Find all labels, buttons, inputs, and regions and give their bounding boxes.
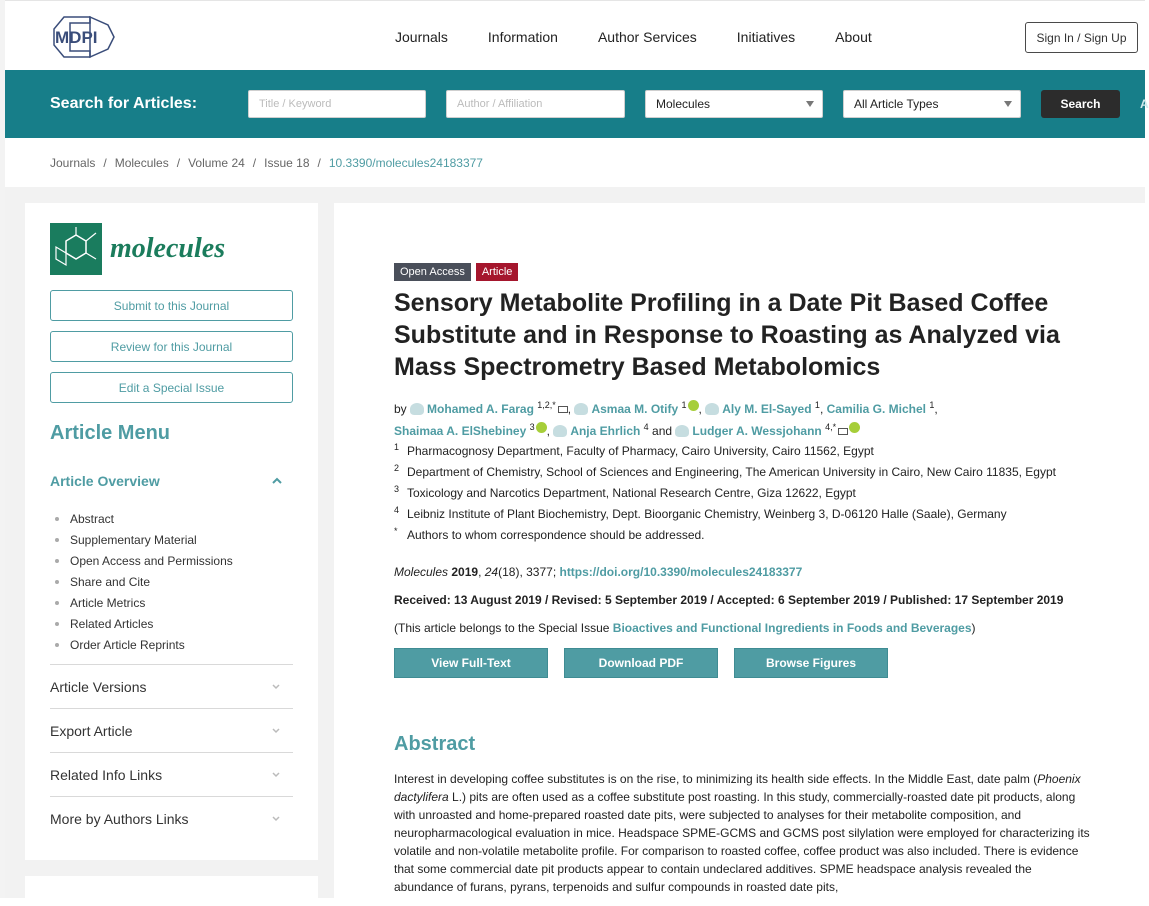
view-full-text-button[interactable]: View Full-Text	[394, 648, 548, 678]
affiliation-item: 4 Leibniz Institute of Plant Biochemistry, Dept. Bioorganic Chemistry, Weinberg 3, D-06120 Halle (Saale), Germany	[394, 505, 1007, 521]
breadcrumb-doi[interactable]: 10.3390/molecules24183377	[328, 156, 483, 170]
article-sidebar	[25, 203, 318, 860]
chevron-down-icon	[1004, 101, 1012, 107]
article-type-value: All Article Types	[854, 97, 939, 111]
journal-logo[interactable]	[50, 223, 225, 275]
affiliations	[394, 444, 1056, 549]
article-type-select[interactable]	[843, 90, 1021, 118]
chevron-down-icon	[806, 101, 814, 107]
breadcrumb-volume[interactable]: Volume 24	[188, 156, 245, 170]
author-icon	[410, 403, 424, 415]
main-nav	[395, 29, 912, 45]
chevron-up-icon[interactable]	[271, 475, 283, 487]
sign-in-button[interactable]: Sign In / Sign Up	[1025, 22, 1138, 53]
article-type-badge: Article	[476, 263, 519, 281]
sidebar-secondary-panel	[25, 876, 318, 906]
correspondence-note: * Authors to whom correspondence should be addressed.	[394, 526, 705, 542]
search-bar	[5, 70, 1149, 138]
overview-item-related[interactable]: Related Articles	[55, 613, 233, 634]
chevron-down-icon	[271, 814, 281, 824]
author-icon	[574, 403, 588, 415]
overview-item-supplementary[interactable]: Supplementary Material	[55, 529, 233, 550]
review-for-journal-button[interactable]: Review for this Journal	[50, 331, 293, 362]
chevron-down-icon	[271, 726, 281, 736]
publication-dates: Received: 13 August 2019 / Revised: 5 September 2019 / Accepted: 6 September 2019 / Published: 17 September 2019	[394, 593, 1064, 607]
affiliation-item: 3 Toxicology and Narcotics Department, National Research Centre, Giza 12622, Egypt	[394, 484, 856, 500]
nav-initiatives[interactable]: Initiatives	[736, 29, 796, 45]
download-pdf-button[interactable]: Download PDF	[564, 648, 718, 678]
svg-text:MDPI: MDPI	[55, 28, 98, 47]
overview-list	[55, 508, 233, 655]
special-issue-note: (This article belongs to the Special Issue Bioactives and Functional Ingredients in Foods and Beverages)	[394, 621, 976, 635]
advanced-search-link[interactable]: A	[1140, 97, 1149, 111]
overview-item-abstract[interactable]: Abstract	[55, 508, 233, 529]
doi-link[interactable]: https://doi.org/10.3390/molecules24183377	[559, 565, 803, 579]
author-affiliation-input[interactable]: Author / Affiliation	[446, 90, 625, 118]
abstract-heading: Abstract	[394, 733, 476, 755]
author-list: by Mohamed A. Farag $^{1,2,*}$ , Asmaa M. Otify $^1$ , Aly M. El-Sayed $^1$, Camilia G. Michel $^1$, Shaimaa A. ElShebiney $^3$ , Anja Ehrlich $^4$ and Ludger A. Wessjohann $^{4,*}$	[394, 400, 938, 438]
special-issue-link[interactable]: Bioactives and Functional Ingredients in Foods and Beverages	[612, 621, 972, 635]
overview-item-reprints[interactable]: Order Article Reprints	[55, 634, 233, 655]
nav-journals[interactable]: Journals	[395, 29, 448, 45]
more-by-authors-toggle[interactable]: More by Authors Links	[50, 796, 293, 840]
envelope-icon[interactable]	[558, 406, 568, 413]
author-icon	[553, 425, 567, 437]
browse-figures-button[interactable]: Browse Figures	[734, 648, 888, 678]
export-article-toggle[interactable]: Export Article	[50, 708, 293, 752]
search-label: Search for Articles:	[50, 95, 198, 112]
mdpi-logo[interactable]	[50, 15, 116, 59]
author-link[interactable]: Anja Ehrlich	[570, 424, 641, 438]
breadcrumb: Journals / Molecules / Volume 24 / Issue 18 / 10.3390/molecules24183377	[50, 156, 483, 170]
search-button[interactable]: Search	[1041, 90, 1120, 118]
title-keyword-input[interactable]: Title / Keyword	[248, 90, 426, 118]
edit-special-issue-button[interactable]: Edit a Special Issue	[50, 372, 293, 403]
chevron-down-icon	[271, 770, 281, 780]
breadcrumb-molecules[interactable]: Molecules	[114, 156, 169, 170]
author-link[interactable]: Ludger A. Wessjohann	[692, 424, 822, 438]
nav-about[interactable]: About	[835, 29, 872, 45]
overview-item-metrics[interactable]: Article Metrics	[55, 592, 233, 613]
author-link[interactable]: Shaimaa A. ElShebiney	[394, 424, 527, 438]
citation-line: Molecules 2019, 24(18), 3377; https://doi.org/10.3390/molecules24183377	[394, 565, 803, 579]
journal-select[interactable]	[645, 90, 823, 118]
article-overview-toggle[interactable]: Article Overview	[50, 473, 160, 489]
open-access-badge: Open Access	[394, 263, 471, 281]
author-link[interactable]: Camilia G. Michel	[826, 402, 926, 416]
breadcrumb-journals[interactable]: Journals	[50, 156, 96, 170]
author-icon	[675, 425, 689, 437]
nav-author-services[interactable]: Author Services	[597, 29, 697, 45]
abstract-text: Interest in developing coffee substitutes is on the rise, to minimizing its health side effects. In the Middle East, date palm (Phoenix dactylifera L.) pits are often used as a coffee substitute post roasting. In this study, commercially-roasted date pit products, along with unroasted and home-prepared roasted date pits, were subjected to analyses for their metabolite composition, and neuropharmacological evaluation in mice. Headspace SPME-GCMS and GCMS post silylation were employed for characterizing its volatile and non-volatile metabolite profile. For comparison to roasted coffee, coffee product was also included. There is evidence that some commercial date pit products appear to contain undeclared additives. SPME headspace analysis revealed the abundance of furans, pyrans, terpenoids and sulfur compounds in roasted date pits,	[394, 772, 1090, 894]
author-icon	[705, 403, 719, 415]
molecules-logo-icon	[50, 223, 102, 275]
author-link[interactable]: Mohamed A. Farag	[427, 402, 534, 416]
submit-to-journal-button[interactable]: Submit to this Journal	[50, 290, 293, 321]
article-badges	[394, 263, 523, 281]
orcid-icon[interactable]	[849, 422, 860, 433]
author-link[interactable]: Asmaa M. Otify	[591, 402, 679, 416]
envelope-icon[interactable]	[838, 428, 848, 435]
journal-name: molecules	[110, 233, 226, 264]
overview-item-open-access[interactable]: Open Access and Permissions	[55, 550, 233, 571]
affiliation-item: 1 Pharmacognosy Department, Faculty of Pharmacy, Cairo University, Cairo 11562, Egypt	[394, 442, 874, 458]
related-info-links-toggle[interactable]: Related Info Links	[50, 752, 293, 796]
affiliation-item: 2 Department of Chemistry, School of Sciences and Engineering, The American University in Cairo, New Cairo 11835, Egypt	[394, 463, 1056, 479]
chevron-down-icon	[271, 682, 281, 692]
breadcrumb-issue[interactable]: Issue 18	[264, 156, 310, 170]
top-header	[5, 0, 1145, 70]
orcid-icon[interactable]	[688, 400, 699, 411]
overview-item-share-cite[interactable]: Share and Cite	[55, 571, 233, 592]
author-link[interactable]: Aly M. El-Sayed	[722, 402, 812, 416]
article-menu-title: Article Menu	[50, 422, 171, 444]
article-versions-toggle[interactable]: Article Versions	[50, 664, 293, 708]
article-title: Sensory Metabolite Profiling in a Date Pit Based Coffee Substitute and in Response to Roasting as Analyzed via Mass Spectrometry Based Metabolomics	[394, 289, 1060, 381]
article-content	[334, 203, 1145, 898]
orcid-icon[interactable]	[536, 422, 547, 433]
nav-information[interactable]: Information	[487, 29, 558, 45]
journal-select-value: Molecules	[656, 97, 711, 111]
